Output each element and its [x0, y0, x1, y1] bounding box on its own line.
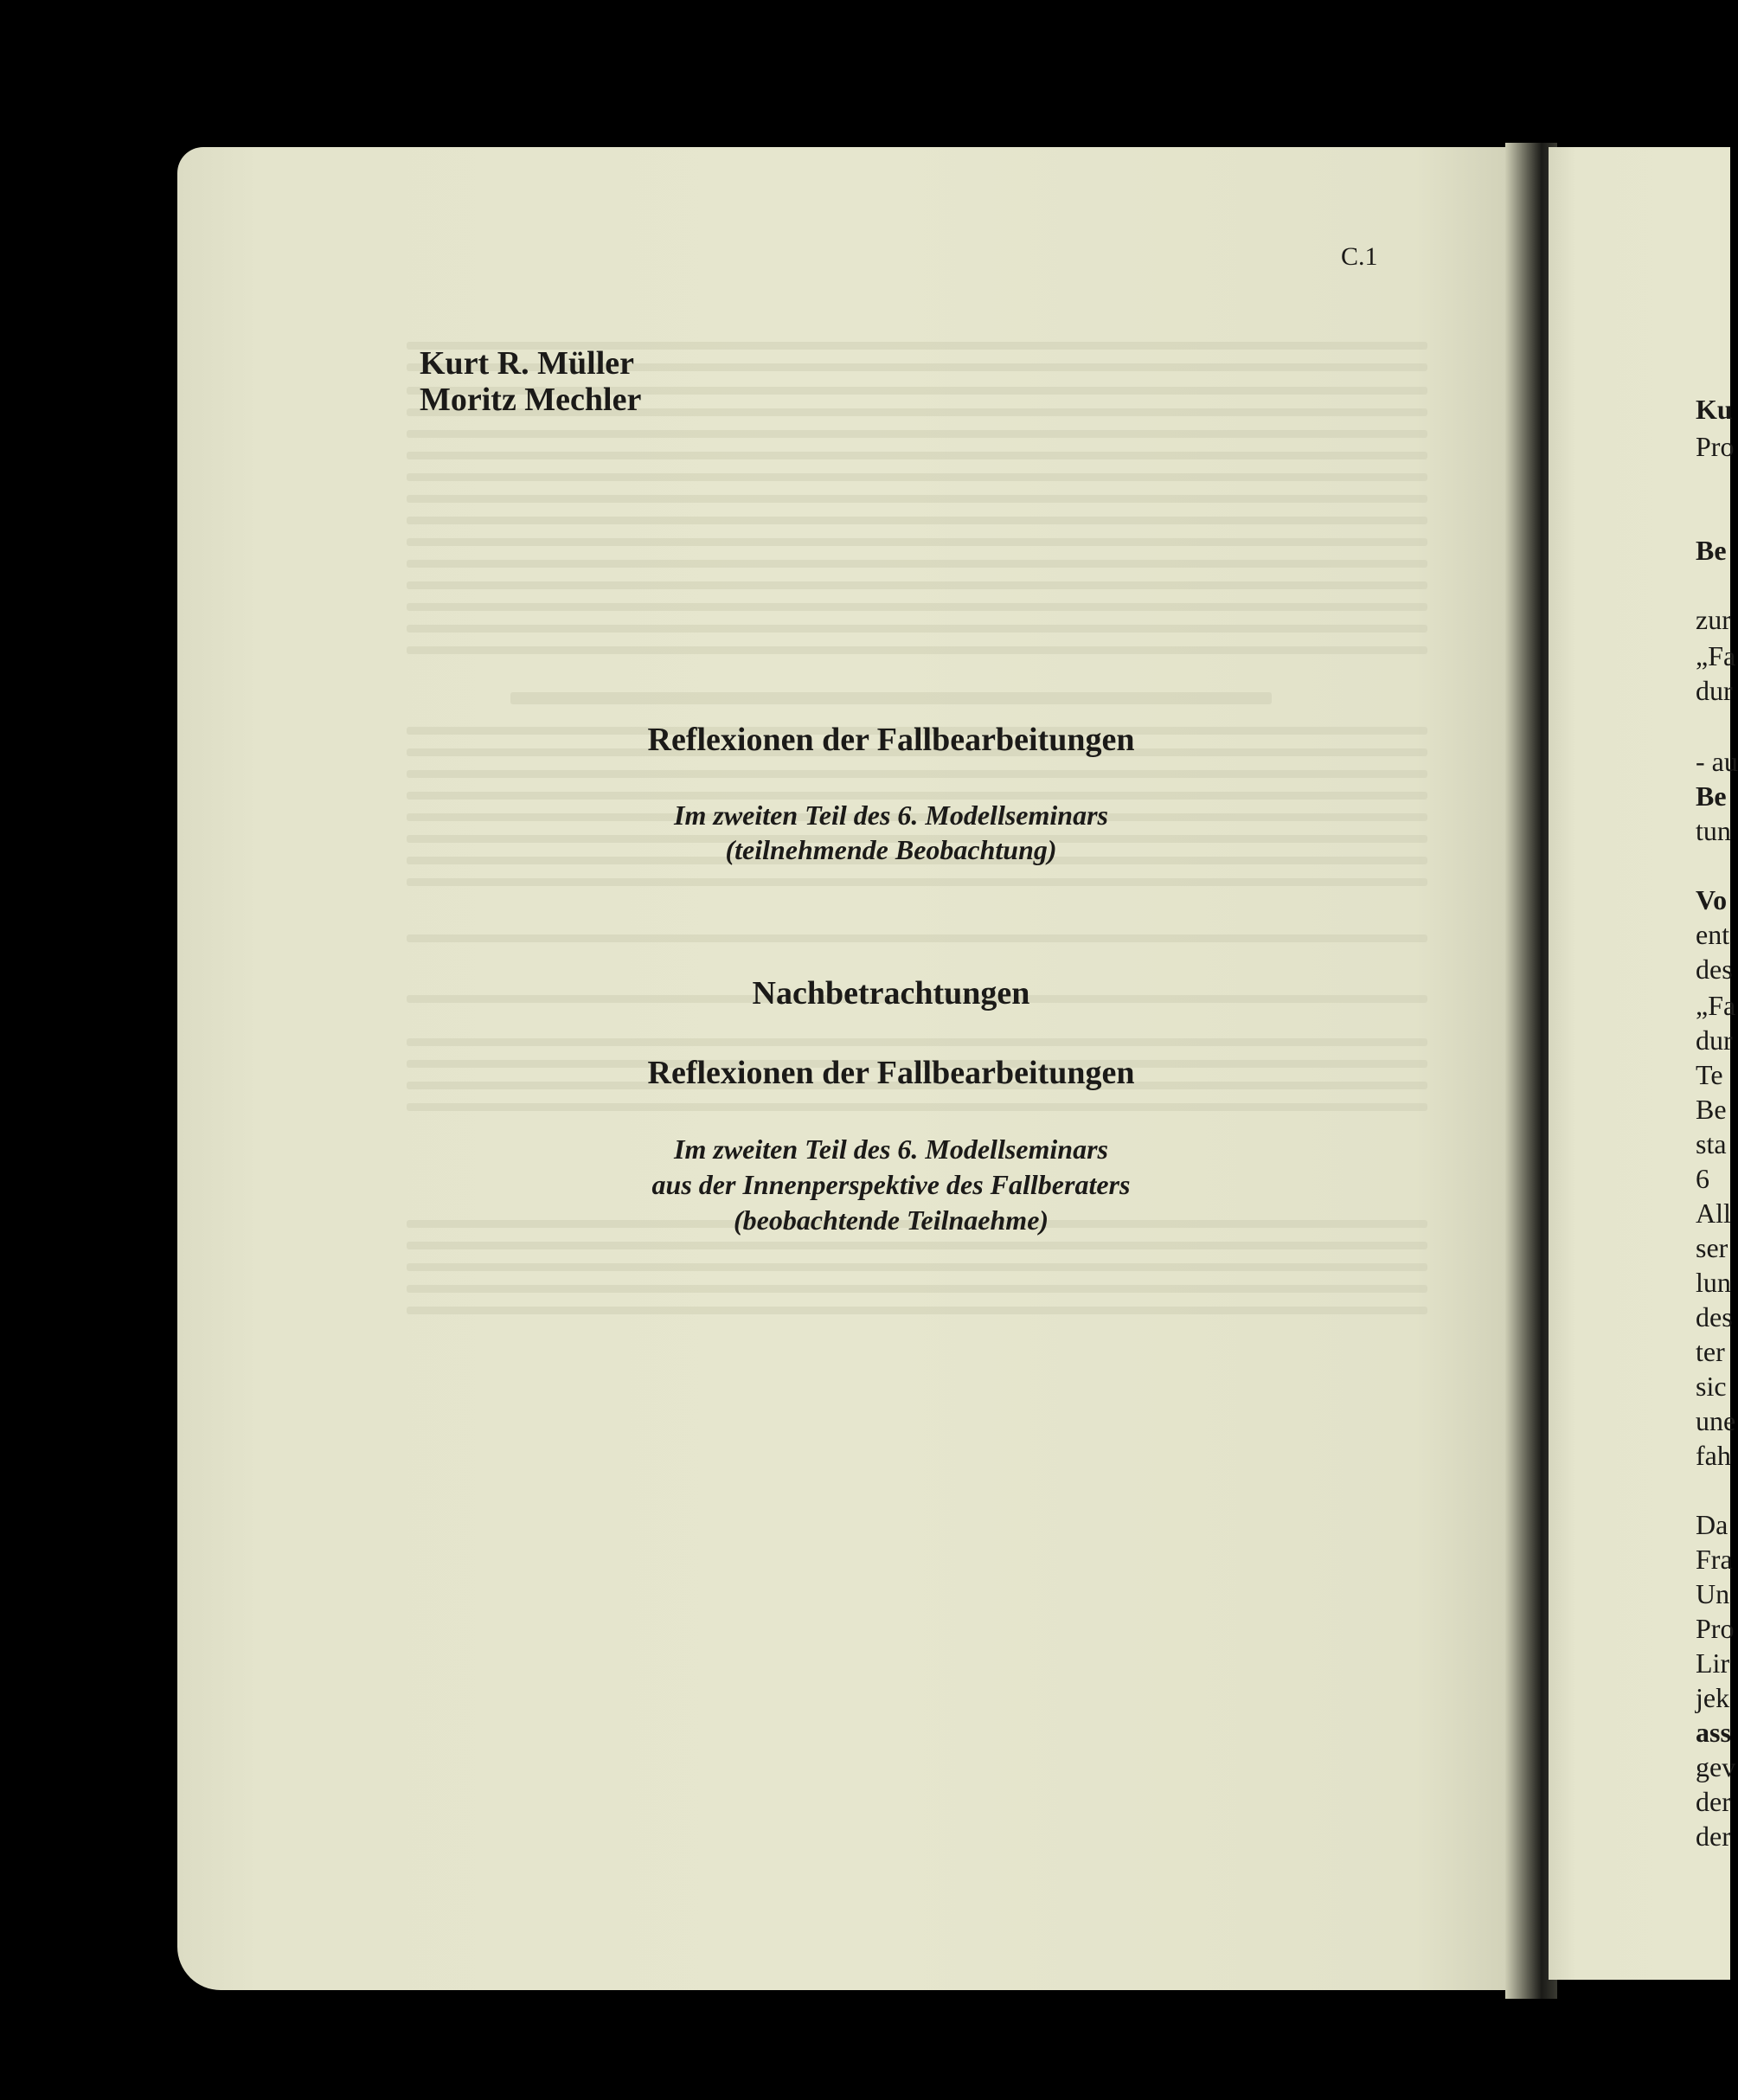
right-page-fragment: des	[1696, 954, 1733, 985]
section-subtitle-line: Im zweiten Teil des 6. Modellseminars	[674, 800, 1108, 831]
right-page-fragment: Fra	[1696, 1544, 1733, 1575]
right-page-fragment: Be	[1696, 780, 1727, 812]
right-page-fragment: zur	[1696, 604, 1731, 635]
section-subtitle-line: aus der Innenperspektive des Fallberaters	[651, 1169, 1131, 1200]
right-page-fragment: sta	[1696, 1128, 1727, 1159]
right-page-fragment: Lir	[1696, 1647, 1730, 1679]
right-page-fragment: tun	[1696, 815, 1731, 846]
right-page-fragment: dur	[1696, 675, 1733, 706]
right-page-fragment: All	[1696, 1198, 1731, 1229]
right-page-fragment: Be	[1696, 1094, 1727, 1125]
right-page-fragment: Pro	[1696, 431, 1735, 462]
right-page-fragment: Ku	[1696, 394, 1733, 425]
right-page-fragment: Da	[1696, 1509, 1728, 1540]
right-page-fragment: - au	[1696, 746, 1738, 777]
section-subtitle-line: (beobachtende Teilnaehme)	[733, 1204, 1049, 1236]
right-page-fragment: Pro	[1696, 1613, 1735, 1644]
right-page-fragment: une	[1696, 1405, 1736, 1436]
right-page-fragment: Vo	[1696, 884, 1728, 915]
right-page-fragment: ass	[1696, 1717, 1731, 1748]
right-page-fragment: sic	[1696, 1371, 1727, 1402]
right-page-fragment: dur	[1696, 1024, 1733, 1056]
right-page-fragment: „Fa	[1696, 990, 1736, 1021]
author-name: Kurt R. Müller	[420, 345, 635, 382]
section-heading-reflexionen: Reflexionen der Fallbearbeitungen	[647, 722, 1135, 758]
right-page-fragment: ter	[1696, 1336, 1725, 1367]
right-page-fragment: der	[1696, 1821, 1731, 1852]
right-page-fragment: jek	[1696, 1682, 1730, 1713]
right-page-fragment: 6	[1696, 1163, 1709, 1194]
right-page-fragment: Be	[1696, 535, 1727, 566]
right-page-fragment: ser	[1696, 1232, 1728, 1263]
right-page-fragment: Un	[1696, 1578, 1730, 1609]
right-page-fragment: „Fa	[1696, 640, 1736, 671]
right-page-fragment: lun	[1696, 1267, 1731, 1298]
section-heading-reflexionen-2: Reflexionen der Fallbearbeitungen	[647, 1055, 1135, 1091]
section-heading-nachbetrachtungen: Nachbetrachtungen	[752, 975, 1030, 1011]
right-page-fragment: des	[1696, 1301, 1733, 1333]
right-page-fragment: gev	[1696, 1751, 1736, 1782]
right-page-fragment: fah	[1696, 1440, 1731, 1471]
right-page-fragment: ent	[1696, 919, 1730, 950]
page-number: C.1	[1341, 242, 1378, 271]
author-name: Moritz Mechler	[420, 382, 642, 418]
right-page-fragment: der	[1696, 1786, 1731, 1817]
right-page-fragment: Te	[1696, 1059, 1723, 1090]
section-subtitle-line: (teilnehmende Beobachtung)	[725, 834, 1057, 865]
section-subtitle-line: Im zweiten Teil des 6. Modellseminars	[674, 1133, 1108, 1165]
